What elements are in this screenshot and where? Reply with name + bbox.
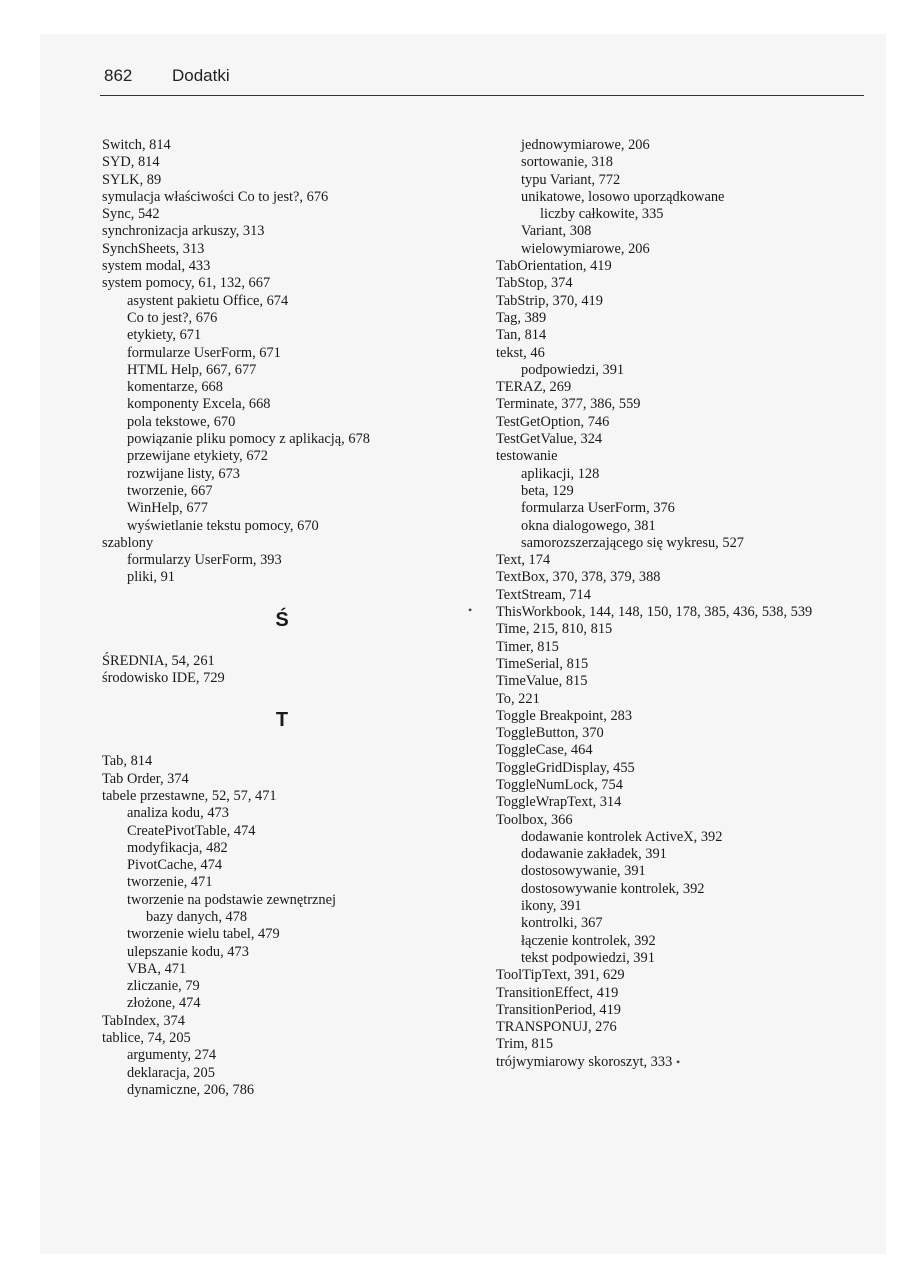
index-subentry: dodawanie zakładek, 391 (521, 846, 667, 863)
index-subentry: VBA, 471 (127, 960, 187, 977)
index-entry: TimeValue, 815 (496, 673, 588, 690)
index-entry: ToggleCase, 464 (496, 742, 593, 759)
index-subentry: dostosowywanie, 391 (521, 863, 646, 880)
index-entry: TRANSPONUJ, 276 (496, 1019, 617, 1036)
index-subentry: formularza UserForm, 376 (521, 500, 675, 517)
index-subentry: dodawanie kontrolek ActiveX, 392 (521, 828, 723, 845)
page-header (104, 66, 230, 86)
index-column-right (496, 137, 876, 1071)
index-subentry: komponenty Excela, 668 (127, 396, 271, 413)
index-subentry: podpowiedzi, 391 (521, 361, 625, 378)
index-entry: TestGetOption, 746 (496, 413, 610, 430)
index-subentry: asystent pakietu Office, 674 (127, 292, 289, 309)
index-entry: Trim, 815 (496, 1036, 554, 1053)
index-entry: Time, 215, 810, 815 (496, 621, 613, 638)
index-subentry: złożone, 474 (127, 995, 201, 1012)
index-entry: Timer, 815 (496, 638, 559, 655)
index-entry: synchronizacja arkuszy, 313 (102, 223, 265, 240)
index-subentry: tworzenie na podstawie zewnętrznej (127, 891, 336, 908)
index-entry: TabStop, 374 (496, 275, 573, 292)
index-entry: trójwymiarowy skoroszyt, 333 (496, 1053, 673, 1070)
index-entry: Tab, 814 (102, 753, 153, 770)
index-subentry: argumenty, 274 (127, 1047, 217, 1064)
index-subentry: deklaracja, 205 (127, 1064, 215, 1081)
index-subentry: modyfikacja, 482 (127, 839, 228, 856)
index-entry: tabele przestawne, 52, 57, 471 (102, 787, 277, 804)
index-entry: TextBox, 370, 378, 379, 388 (496, 569, 661, 586)
index-subentry: unikatowe, losowo uporządkowane (521, 188, 725, 205)
index-entry: TransitionEffect, 419 (496, 984, 619, 1001)
index-subentry: ikony, 391 (521, 898, 582, 915)
index-subentry: pola tekstowe, 670 (127, 413, 236, 430)
index-entry: ToolTipText, 391, 629 (496, 967, 625, 984)
index-entry: symulacja właściwości Co to jest?, 676 (102, 188, 329, 205)
index-entry: TransitionPeriod, 419 (496, 1001, 621, 1018)
index-subentry: komentarze, 668 (127, 379, 223, 396)
index-subentry: dynamiczne, 206, 786 (127, 1081, 255, 1098)
header-rule (100, 95, 864, 96)
index-entry: ThisWorkbook, 144, 148, 150, 178, 385, 436, 538, 539 (496, 604, 813, 621)
index-subentry: sortowanie, 318 (521, 154, 613, 171)
index-column-left (102, 137, 462, 1099)
index-entry: Tag, 389 (496, 309, 547, 326)
index-subentry: dostosowywanie kontrolek, 392 (521, 880, 705, 897)
index-entry: tablice, 74, 205 (102, 1030, 191, 1047)
index-entry: Terminate, 377, 386, 559 (496, 396, 641, 413)
index-entry: Text, 174 (496, 552, 551, 569)
index-entry: Tab Order, 374 (102, 770, 189, 787)
section-letter: T (275, 709, 289, 732)
index-entry: Switch, 814 (102, 137, 171, 153)
index-entry: SynchSheets, 313 (102, 240, 205, 257)
index-subentry: etykiety, 671 (127, 327, 202, 344)
index-entry: system pomocy, 61, 132, 667 (102, 275, 271, 292)
scan-speck: • (468, 603, 473, 617)
index-subentry: tworzenie wielu tabel, 479 (127, 926, 280, 943)
index-entry: tekst, 46 (496, 344, 545, 361)
index-subentry: przewijane etykiety, 672 (127, 448, 268, 465)
index-subentry: Co to jest?, 676 (127, 309, 218, 326)
index-subentry: tekst podpowiedzi, 391 (521, 949, 655, 966)
index-entry: ŚREDNIA, 54, 261 (102, 652, 215, 669)
index-subentry: HTML Help, 667, 677 (127, 361, 257, 378)
index-subentry: WinHelp, 677 (127, 500, 208, 517)
index-entry: TextStream, 714 (496, 586, 591, 603)
index-entry: ToggleWrapText, 314 (496, 794, 622, 811)
index-entry: TERAZ, 269 (496, 379, 572, 396)
section-letter: Ś (275, 608, 289, 631)
index-entry: ToggleNumLock, 754 (496, 776, 623, 793)
index-entry: TabOrientation, 419 (496, 258, 612, 275)
index-subentry: typu Variant, 772 (521, 171, 621, 188)
index-subentry: Variant, 308 (521, 223, 592, 240)
index-subentry: ulepszanie kodu, 473 (127, 943, 249, 960)
index-subentry: beta, 129 (521, 482, 574, 499)
index-subentry: pliki, 91 (127, 569, 175, 586)
index-entry: To, 221 (496, 690, 540, 707)
index-subentry: formularze UserForm, 671 (127, 344, 281, 361)
index-subentry: wielowymiarowe, 206 (521, 240, 650, 257)
index-subentry: zliczanie, 79 (127, 978, 200, 995)
index-subentry: jednowymiarowe, 206 (521, 137, 650, 153)
index-subentry: powiązanie pliku pomocy z aplikacją, 678 (127, 431, 370, 448)
index-subentry: aplikacji, 128 (521, 465, 600, 482)
index-subentry: CreatePivotTable, 474 (127, 822, 256, 839)
index-subentry: wyświetlanie tekstu pomocy, 670 (127, 517, 319, 534)
index-entry: SYLK, 89 (102, 171, 162, 188)
index-subentry: formularzy UserForm, 393 (127, 552, 282, 569)
index-subentry: łączenie kontrolek, 392 (521, 932, 656, 949)
index-entry: ToggleGridDisplay, 455 (496, 759, 635, 776)
page-number: 862 (104, 66, 133, 85)
index-entry: Sync, 542 (102, 206, 160, 223)
index-entry: Tan, 814 (496, 327, 547, 344)
index-subentry: tworzenie, 471 (127, 874, 213, 891)
index-subentry: bazy danych, 478 (146, 908, 248, 925)
index-subentry: kontrolki, 367 (521, 915, 603, 932)
index-subentry: PivotCache, 474 (127, 857, 223, 874)
index-entry: SYD, 814 (102, 154, 160, 171)
index-entry: ToggleButton, 370 (496, 725, 604, 742)
index-subentry: okna dialogowego, 381 (521, 517, 656, 534)
scan-speck: • (676, 1055, 681, 1069)
index-entry: TabIndex, 374 (102, 1012, 185, 1029)
index-entry: testowanie (496, 448, 558, 465)
index-subentry: tworzenie, 667 (127, 482, 213, 499)
index-subentry: samorozszerzającego się wykresu, 527 (521, 534, 744, 551)
index-entry: TimeSerial, 815 (496, 655, 589, 672)
index-entry: szablony (102, 534, 154, 551)
section-title: Dodatki (172, 66, 230, 85)
index-entry: środowisko IDE, 729 (102, 670, 225, 687)
index-entry: TabStrip, 370, 419 (496, 292, 603, 309)
index-subentry: rozwijane listy, 673 (127, 465, 240, 482)
index-entry: system modal, 433 (102, 258, 211, 275)
index-entry: TestGetValue, 324 (496, 431, 603, 448)
index-subentry: liczby całkowite, 335 (540, 206, 664, 223)
index-subentry: analiza kodu, 473 (127, 805, 229, 822)
index-entry: Toolbox, 366 (496, 811, 573, 828)
index-entry: Toggle Breakpoint, 283 (496, 707, 633, 724)
